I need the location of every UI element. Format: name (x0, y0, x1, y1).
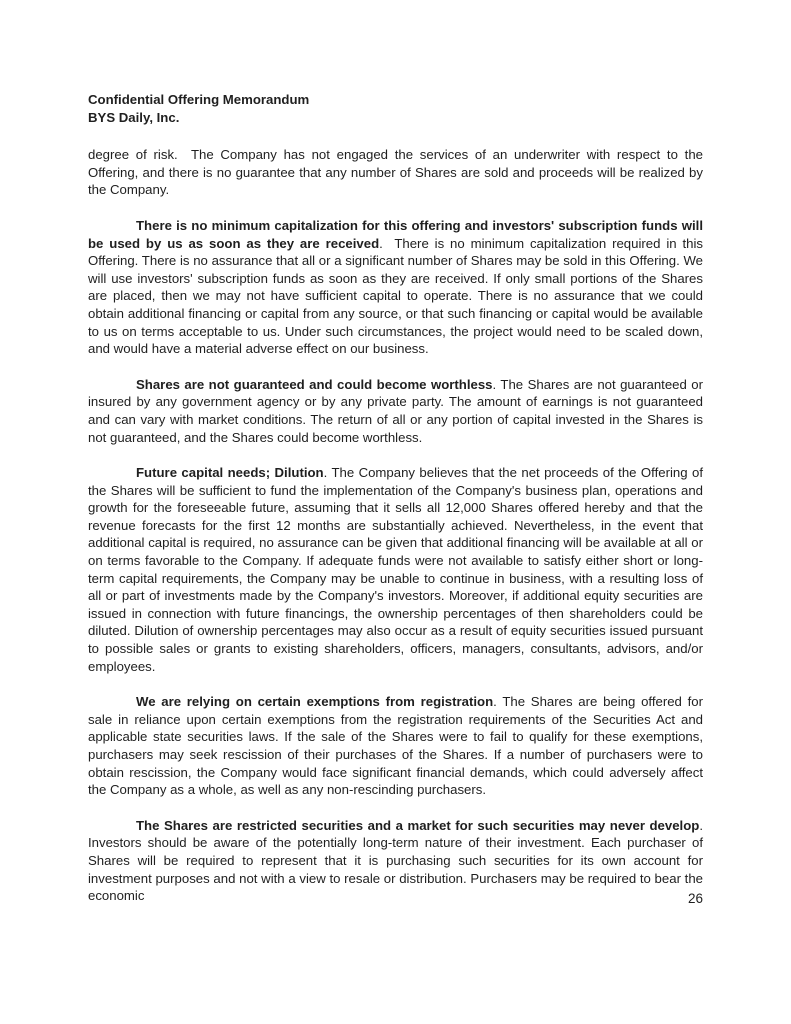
paragraph-lead: Shares are not guaranteed and could become worthless (136, 376, 493, 392)
paragraph-future-capital-needs (88, 464, 703, 675)
paragraph-text: . Investors should be aware of the potentially long-term nature of their investment. Each purchaser of Shares will be required to represent that it is purchasing such securities for its own account for investment purposes and not with a view to resale or distribution. Purchasers may be required to bear the economic (88, 817, 703, 904)
paragraph-text: . There is no minimum capitalization required in this Offering. There is no assurance that all or a significant number of Shares may be sold in this Offering. We will use investors' subscription funds as soon as they are received. If only small portions of the Shares are placed, then we may not have sufficient capital to operate. There is no assurance that we could obtain additional financing or capital from any source, or that such financing or capital would be available to us on terms acceptable to us. Under such circumstances, the project would need to be scaled down, and would have a material adverse effect on our business. (88, 235, 704, 357)
paragraph-text: . The Company believes that the net proceeds of the Offering of the Shares will be sufficient to fund the implementation of the Company's business plan, operations and growth for the foreseeable future, assuming that it sells all 12,000 Shares offered hereby and that the revenue forecasts for the first 12 months are substantially achieved. Nevertheless, in the event that additional capital is required, no assurance can be given that additional financing will be available at all or on terms favorable to the Company. If adequate funds were not available to satisfy either short or long-term capital requirements, the Company may be unable to continue in business, with a resulting loss of all or part of investments made by the Company's investors. Moreover, if additional equity securities are issued in connection with future financings, the ownership percentages of then shareholders could be diluted. Dilution of ownership percentages may also occur as a result of equity securities issued pursuant to possible sales or grants to existing shareholders, officers, managers, consultants, advisors, and/or employees. (88, 465, 703, 674)
header-title: Confidential Offering Memorandum (88, 92, 310, 107)
paragraph-lead: We are relying on certain exemptions from registration (136, 694, 494, 710)
paragraph-text: degree of risk. The Company has not engaged the services of an underwriter with respect to the Offering, and there is no guarantee that any number of Shares are sold and proceeds will be realized by the Company. (88, 147, 703, 198)
paragraph-lead: The Shares are restricted securities and a market for such securities may never develop (136, 817, 700, 833)
header-company-name: BYS Daily, Inc. (88, 109, 180, 125)
paragraph-continuation (88, 146, 703, 199)
paragraph-lead: There is no minimum capitalization for this offering and investors' subscription funds will be used by us as soon as they are received (88, 217, 703, 251)
paragraph-text: . The Shares are not guaranteed or insured by any government agency or by any private party. The amount of earnings is not guaranteed and can vary with market conditions. The return of all or any portion of capital invested in the Shares is not guaranteed, and the Shares could become worthless. (88, 376, 704, 445)
document-header (0, 0, 791, 126)
paragraph-no-minimum-capitalization (88, 217, 703, 358)
page-number: 26 (687, 891, 703, 906)
paragraph-restricted-securities (88, 817, 703, 905)
document-body (0, 146, 791, 905)
paragraph-exemptions-from-registration (88, 693, 703, 799)
paragraph-lead: Future capital needs; Dilution (136, 465, 324, 481)
paragraph-text: . The Shares are being offered for sale in reliance upon certain exemptions from the registration requirements of the Securities Act and applicable state securities laws. If the sale of the Shares were to fail to qualify for these exemptions, purchasers may seek rescission of their purchases of the Shares. If a number of purchasers were to obtain rescission, the Company would face significant financial demands, which could adversely affect the Company as a whole, as well as any non-rescinding purchasers. (88, 694, 703, 798)
paragraph-shares-not-guaranteed (88, 376, 703, 446)
